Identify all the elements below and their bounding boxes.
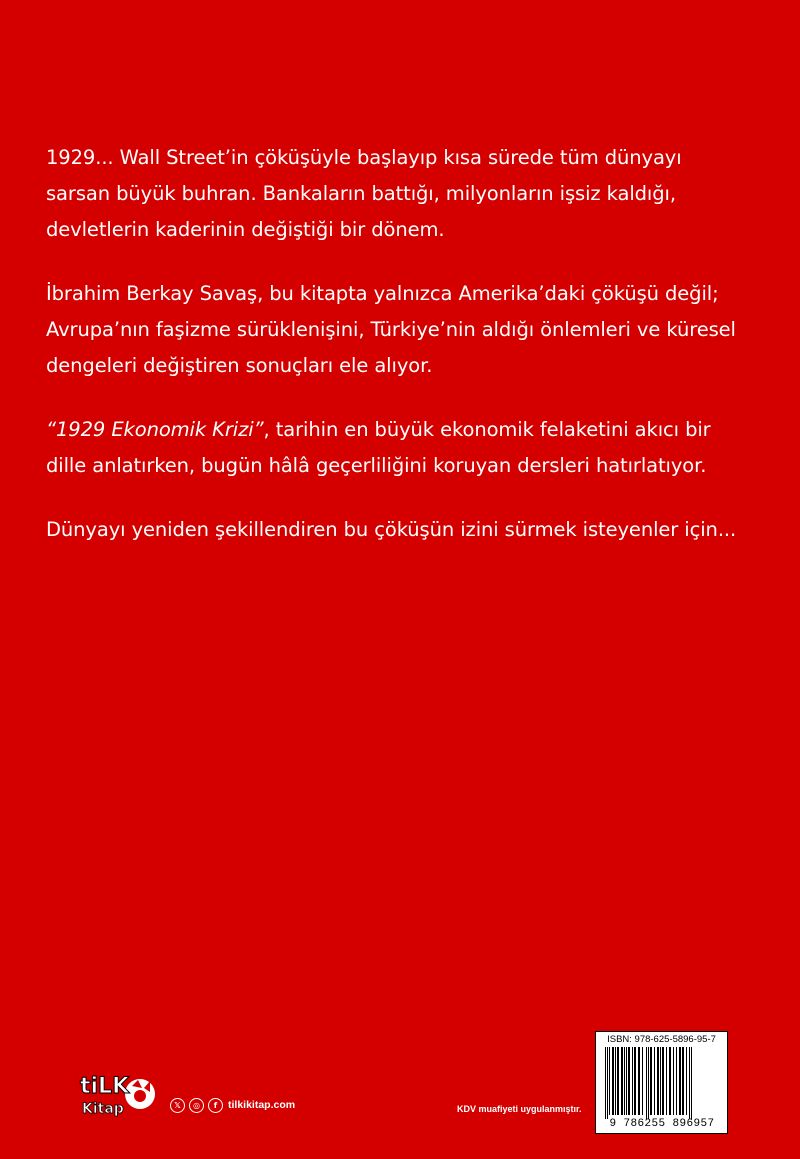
instagram-icon[interactable]: ◎: [189, 1098, 204, 1113]
barcode-bar: [648, 1047, 649, 1119]
barcode-bar: [689, 1047, 690, 1119]
blurb-paragraph-1: 1929... Wall Street’in çöküşüyle başlayıp kısa sürede tüm dünyayı sarsan büyük buhran. Bankaların battığı, milyonların işsiz kaldığı, devletlerin kaderinin değiştiği bir dönem.: [46, 146, 682, 241]
barcode-bar: [666, 1047, 667, 1115]
isbn-label: ISBN: 978-625-5896-95-7: [607, 1034, 716, 1045]
barcode-bar: [612, 1047, 614, 1115]
publisher-website[interactable]: tilkikitap.com: [228, 1099, 296, 1111]
barcode-bar: [691, 1047, 692, 1119]
barcode-bar: [607, 1047, 608, 1119]
barcode-bar: [654, 1047, 655, 1115]
tax-exemption-note: KDV muafiyeti uygulanmıştır.: [457, 1104, 582, 1114]
barcode-bar: [626, 1047, 627, 1115]
blurb-paragraph-3: [46, 412, 746, 484]
barcode-digits: 9 786255 896957: [609, 1118, 715, 1130]
facebook-icon[interactable]: f: [208, 1098, 223, 1113]
barcode-bar: [605, 1047, 606, 1119]
blurb-paragraph-3-rest: , tarihin en büyük ekonomik felaketini akıcı bir dille anlatırken, bugün hâlâ geçerliliğini koruyan dersleri hatırlatıyor.: [46, 418, 711, 477]
barcode-bar: [686, 1047, 687, 1115]
blurb-paragraph-2: İbrahim Berkay Savaş, bu kitapta yalnızca Amerika’daki çöküşü değil; Avrupa’nın faşizme sürüklenişini, Türkiye’nin aldığı önlemleri ve küresel dengeleri değiştiren sonuçları ele alıyor.: [46, 282, 736, 377]
barcode-bar: [632, 1047, 633, 1115]
barcode-bar: [628, 1047, 630, 1115]
tilki-kitap-logo: [78, 1068, 158, 1120]
social-icons: [170, 1098, 223, 1113]
logo-text-bottom: Kitap: [82, 1101, 124, 1117]
barcode-bar: [615, 1047, 616, 1115]
barcode-bar: [642, 1047, 643, 1115]
barcode-bar: [617, 1047, 619, 1115]
x-icon[interactable]: 𝕏: [170, 1098, 185, 1113]
barcode-bar: [662, 1047, 664, 1115]
barcode-bar: [609, 1047, 610, 1115]
barcode-bar: [638, 1047, 640, 1115]
barcode-bar: [660, 1047, 661, 1115]
barcode-bar: [682, 1047, 684, 1115]
barcode-bar: [646, 1047, 647, 1119]
barcode-bar: [657, 1047, 659, 1115]
barcode-bar: [634, 1047, 636, 1115]
barcode-bar: [621, 1047, 623, 1115]
back-cover-blurb: [46, 140, 746, 576]
book-title-italic: “1929 Ekonomik Krizi”: [46, 418, 264, 441]
barcode-bar: [673, 1047, 674, 1115]
logo-text-top: tiLK: [80, 1074, 130, 1099]
isbn-barcode: [595, 1031, 728, 1134]
barcode-bar: [669, 1047, 671, 1115]
barcode-bar: [624, 1047, 625, 1115]
barcode-bar: [650, 1047, 652, 1115]
barcode-bars: [601, 1047, 723, 1119]
barcode-bar: [679, 1047, 681, 1115]
blurb-paragraph-4: Dünyayı yeniden şekillendiren bu çöküşün izini sürmek isteyenler için...: [46, 518, 737, 541]
barcode-bar: [676, 1047, 677, 1115]
